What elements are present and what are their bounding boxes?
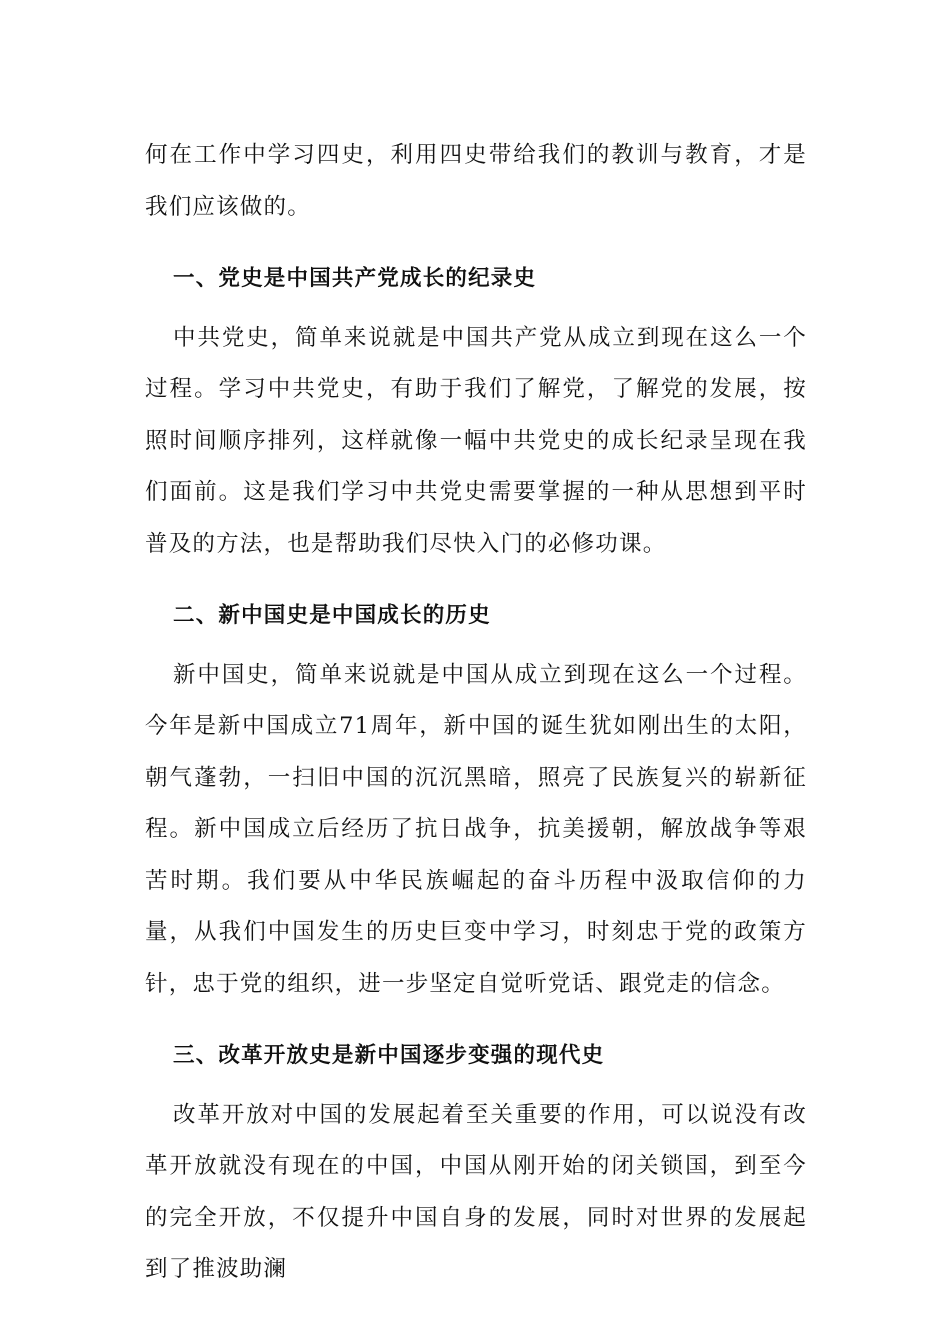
document-body — [145, 130, 807, 1296]
section-heading-1: 一、党史是中国共产党成长的纪录史 — [173, 266, 537, 291]
section-heading-2: 二、新中国史是中国成长的历史 — [173, 603, 491, 628]
section-heading-3: 三、改革开放史是新中国逐步变强的现代史 — [173, 1043, 605, 1068]
section-body-1: 中共党史，简单来说就是中国共产党从成立到现在这么一个过程。学习中共党史，有助于我们了解党，了解党的发展，按照时间顺序排列，这样就像一幅中共党史的成长纪录呈现在我们面前。这是我们学习中共党史需要掌握的一种从思想到平时普及的方法，也是帮助我们尽快入门的必修功课。 — [145, 324, 807, 557]
section-body-3: 改革开放对中国的发展起着至关重要的作用，可以说没有改革开放就没有现在的中国，中国从刚开始的闭关锁国，到至今的完全开放，不仅提升中国自身的发展，同时对世界的发展起到了推波助澜 — [145, 1101, 807, 1282]
intro-paragraph: 何在工作中学习四史，利用四史带给我们的教训与教育，才是我们应该做的。 — [145, 142, 807, 220]
section-body-2: 新中国史，简单来说就是中国从成立到现在这么一个过程。今年是新中国成立71周年，新中国的诞生犹如刚出生的太阳，朝气蓬勃，一扫旧中国的沉沉黑暗，照亮了民族复兴的崭新征程。新中国成立后经历了抗日战争，抗美援朝，解放战争等艰苦时期。我们要从中华民族崛起的奋斗历程中汲取信仰的力量，从我们中国发生的历史巨变中学习，时刻忠于党的政策方针，忠于党的组织，进一步坚定自觉听党话、跟党走的信念。 — [145, 661, 807, 997]
